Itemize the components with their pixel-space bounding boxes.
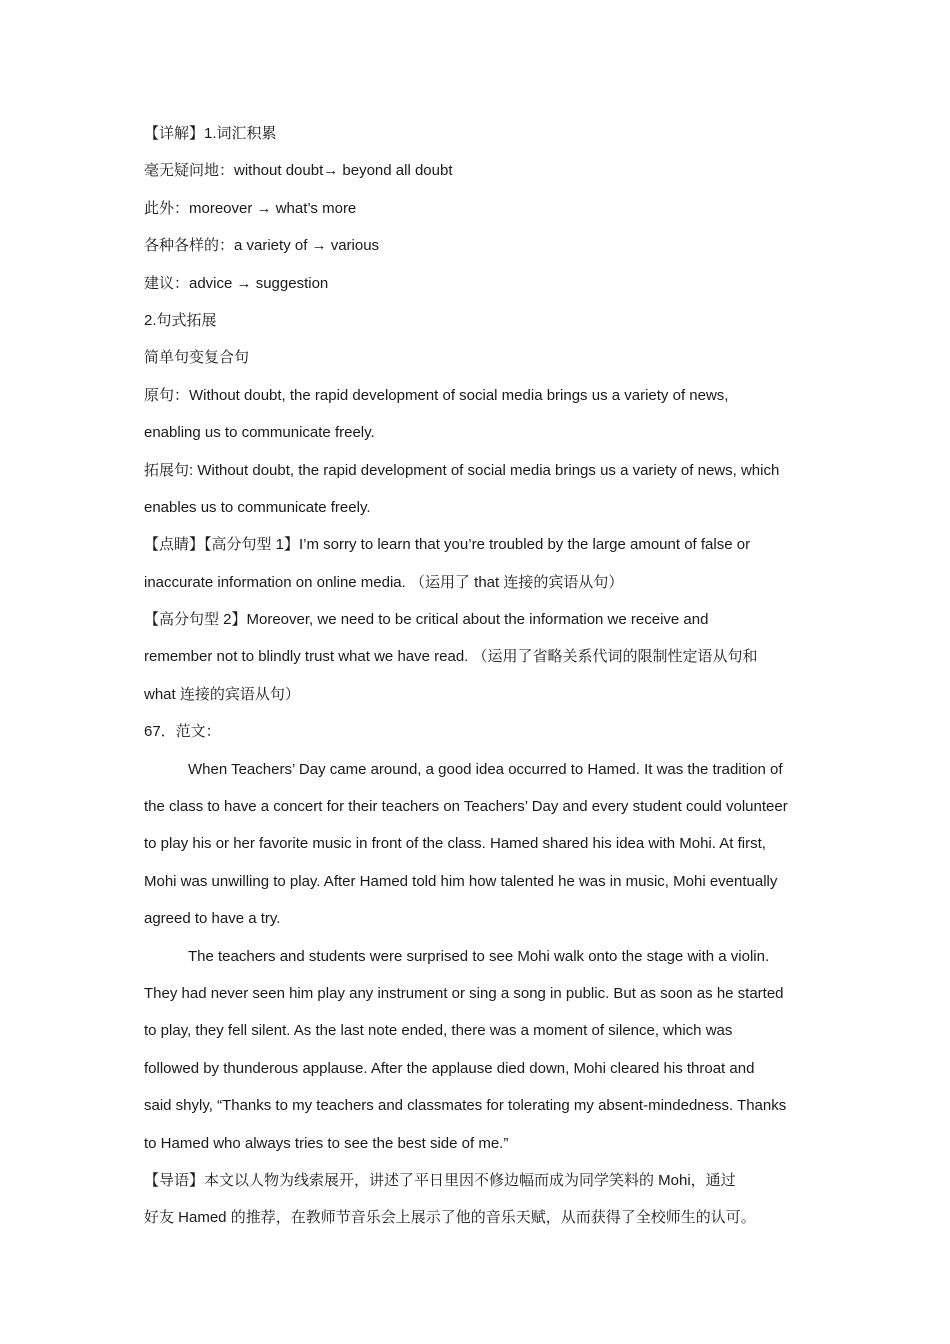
sample-paragraph-2-cont: said shyly, “Thanks to my teachers and classmates for tolerating my absent-mindedness. Thanks bbox=[144, 1097, 787, 1115]
highlight-pattern-2-cont: what 连接的宾语从句） bbox=[144, 685, 300, 703]
vocab-item: 建议：advice → suggestion bbox=[144, 274, 329, 292]
original-sentence-cont: enabling us to communicate freely. bbox=[144, 424, 375, 442]
sample-paragraph-2-cont: to play, they fell silent. As the last note ended, there was a moment of silence, which was bbox=[144, 1022, 733, 1040]
highlight-pattern-2-cont: remember not to blindly trust what we have read. （运用了省略关系代词的限制性定语从句和 bbox=[144, 648, 758, 666]
sample-heading: 67．范文： bbox=[144, 723, 221, 741]
document-page bbox=[144, 115, 814, 1237]
vocab-item: 毫无疑问地：without doubt→ beyond all doubt bbox=[144, 162, 453, 180]
guide-text: 【导语】本文以人物为线索展开，讲述了平日里因不修边幅而成为同学笑料的 Mohi，通过 bbox=[144, 1171, 736, 1189]
sample-paragraph-2-cont: to Hamed who always tries to see the best side of me.” bbox=[144, 1134, 509, 1152]
vocab-item: 此外：moreover → what’s more bbox=[144, 199, 357, 217]
subheading: 简单句变复合句 bbox=[144, 349, 250, 367]
expanded-sentence-cont: enables us to communicate freely. bbox=[144, 498, 371, 516]
sample-paragraph-2-cont: followed by thunderous applause. After the applause died down, Mohi cleared his throat and bbox=[144, 1059, 755, 1077]
sample-paragraph-1: When Teachers’ Day came around, a good idea occurred to Hamed. It was the tradition of bbox=[188, 760, 783, 778]
vocab-item: 各种各样的：a variety of → various bbox=[144, 237, 380, 255]
expanded-sentence: 拓展句: Without doubt, the rapid development of social media brings us a variety of news, which bbox=[144, 461, 780, 479]
sample-paragraph-1-cont: Mohi was unwilling to play. After Hamed told him how talented he was in music, Mohi eventually bbox=[144, 872, 778, 890]
sample-paragraph-2: The teachers and students were surprised to see Mohi walk onto the stage with a violin. bbox=[188, 947, 770, 965]
original-sentence: 原句：Without doubt, the rapid development of social media brings us a variety of news, bbox=[144, 386, 729, 404]
highlight-pattern-2: 【高分句型 2】Moreover, we need to be critical about the information we receive and bbox=[144, 611, 709, 629]
highlight-pattern-1-cont: inaccurate information on online media. （运用了 that 连接的宾语从句） bbox=[144, 573, 624, 591]
heading-explanation: 【详解】1.词汇积累 bbox=[144, 125, 277, 142]
sample-paragraph-1-cont: the class to have a concert for their teachers on Teachers’ Day and every student could volunteer bbox=[144, 798, 788, 816]
highlight-pattern-1: 【点睛】【高分句型 1】I’m sorry to learn that you’re troubled by the large amount of false or bbox=[144, 536, 751, 554]
sample-paragraph-2-cont: They had never seen him play any instrument or sing a song in public. But as soon as he started bbox=[144, 984, 784, 1002]
sample-paragraph-1-cont: agreed to have a try. bbox=[144, 910, 281, 928]
sample-paragraph-1-cont: to play his or her favorite music in front of the class. Hamed shared his idea with Mohi. At first, bbox=[144, 835, 766, 853]
section-heading: 2.句式拓展 bbox=[144, 311, 217, 329]
guide-text-cont: 好友 Hamed 的推荐，在教师节音乐会上展示了他的音乐天赋，从而获得了全校师生的认可。 bbox=[144, 1209, 756, 1227]
